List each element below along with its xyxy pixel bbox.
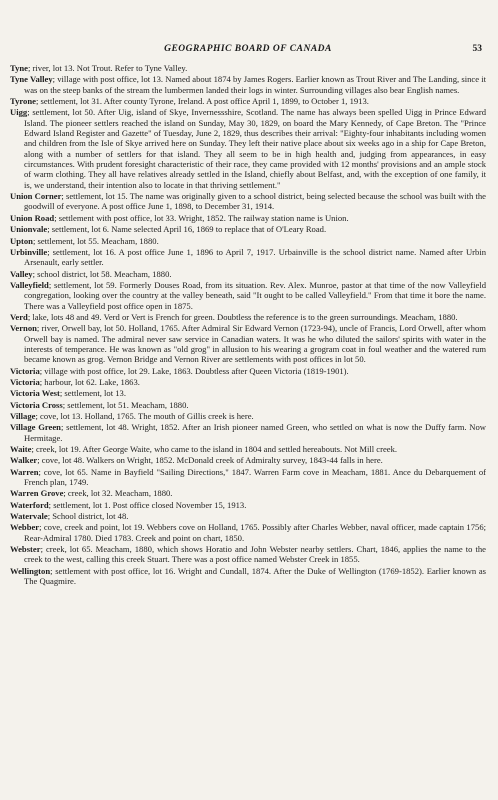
gazetteer-entry — [10, 247, 486, 268]
entry-description: ; cove, lot 48. Walkers on Wright, 1852. McDonald creek of Admiralty survey, 1843-44 falls in here. — [37, 455, 383, 466]
entry-description: ; cove, creek and point, lot 19. Webbers cove on Holland, 1765. Possibly after Charles Webber, naval officer, made captain 1756; Rear-Admiral 1780. Died 1783. Creek and point on chart, 1850. — [24, 522, 486, 543]
entry-name: Victoria — [10, 376, 40, 387]
entry-description: ; settlement, lot 51. Meacham, 1880. — [62, 399, 189, 410]
entry-name: Waite — [10, 444, 32, 455]
entry-description: ; settlement, lot 55. Meacham, 1880. — [32, 235, 159, 246]
entry-name: Union Road — [10, 212, 55, 223]
entry-description: ; settlement, lot 6. Name selected April 16, 1869 to replace that of O'Leary Road. — [47, 224, 327, 235]
gazetteer-entry — [10, 488, 486, 498]
entry-name: Vernon — [10, 323, 37, 334]
gazetteer-entry — [10, 388, 486, 398]
gazetteer-entry — [10, 444, 486, 454]
entry-name: Tyrone — [10, 96, 36, 107]
page-number: 53 — [472, 44, 482, 54]
gazetteer-entry — [10, 280, 486, 311]
entry-description: ; village with post office, lot 13. Named about 1874 by James Rogers. Earlier known as Trout River and The Landing, since it was on the steep banks of the stream the lumbermen landed their logs in winter. Surrounding villages also bear English names. — [24, 74, 486, 95]
gazetteer-entry — [10, 566, 486, 587]
entry-description: ; School district, lot 48. — [47, 511, 129, 522]
gazetteer-entry — [10, 411, 486, 421]
entry-name: Walker — [10, 455, 38, 466]
entry-description: ; settlement, lot 15. The name was originally given to a school district, being selected because the school was built with the goodwill of everyone. A post office June 1, 1898, to December 31, 1914. — [24, 191, 486, 212]
gazetteer-entry — [10, 224, 486, 234]
entry-name: Valley — [10, 268, 33, 279]
entry-description: ; settlement with post office, lot 16. Wright and Cundall, 1874. After the Duke of Wellington (1769-1852). Earlier known as The Quagmire. — [24, 565, 486, 587]
entry-name: Union Corner — [10, 191, 62, 202]
entry-description: ; lake, lots 48 and 49. Verd or Vert is French for green. Doubtless the reference is to the green surroundings. Meacham, 1880. — [27, 311, 458, 322]
entry-description: ; village with post office, lot 29. Lake, 1863. Doubtless after Queen Victoria (1819-1901). — [39, 365, 349, 376]
entry-description: ; creek, lot 65. Meacham, 1880, which shows Horatio and John Webster nearby settlers. Chart, 1846, applies the name to the creek to the west, calling this creek Stuart. There was a post office named Webster Creek in 1855. — [24, 544, 486, 565]
gazetteer-entry — [10, 544, 486, 565]
entry-name: Victoria — [10, 365, 40, 376]
gazetteer-entry — [10, 191, 486, 212]
entry-description: ; settlement with post office, lot 33. Wright, 1852. The railway station name is Union. — [54, 212, 349, 223]
gazetteer-entry — [10, 213, 486, 223]
gazetteer-entry — [10, 400, 486, 410]
entry-name: Urbinville — [10, 246, 48, 257]
entry-description: ; settlement, lot 48. Wright, 1852. After an Irish pioneer named Green, who settled on what is now the Duffy farm. Now Hermitage. — [24, 422, 487, 443]
gazetteer-entry — [10, 522, 486, 543]
entry-name: Warren Grove — [10, 488, 64, 499]
gazetteer-entries — [10, 63, 486, 588]
entry-name: Warren — [10, 466, 39, 477]
entry-description: ; settlement, lot 31. After county Tyrone, Ireland. A post office April 1, 1899, to October 1, 1913. — [35, 96, 369, 107]
entry-name: Webber — [10, 522, 40, 533]
entry-description: ; river, Orwell bay, lot 50. Holland, 1765. After Admiral Sir Edward Vernon (1723-94), uncle of Francis, Lord Orwell, after whom Orwell bay is named. The admiral never saw service in Canadian waters. It was he who diluted the sailors' spirits with water in the interests of temperance. He was known as "old grog" in allusion to his wearing a grogram coat in foul weather and the watered rum became known as grog. Vernon Bridge and Vernon River are settlements with post offices in lot 50. — [24, 323, 486, 365]
page-header — [10, 44, 486, 56]
gazetteer-entry — [10, 236, 486, 246]
entry-description: ; cove, lot 13. Holland, 1765. The mouth of Gillis creek is here. — [35, 411, 254, 421]
entry-name: Verd — [10, 311, 28, 322]
entry-name: Village Green — [10, 422, 61, 433]
entry-name: Victoria West — [10, 388, 60, 399]
entry-description: ; cove, lot 65. Name in Bayfield "Sailing Directions," 1847. Warren Farm cove in Meacham, 1881. Ance du Debarquement of French plan, 1749. — [24, 466, 486, 488]
entry-name: Village — [10, 411, 36, 421]
entry-description: ; settlement, lot 16. A post office June 1, 1896 to April 7, 1917. Urbainville is the school district name. Named after Urbin Arsenault, early settler. — [24, 246, 486, 268]
gazetteer-entry — [10, 323, 486, 364]
entry-description: ; settlement, lot 50. After Uig, island of Skye, Invernessshire, Scotland. The name has always been spelled Uigg in Prince Edward Island. The pioneer settlers reached the island on Sunday, May 30, 1829, on board the Mary Kennedy, of Cape Breton. The "Prince Edward Island Register and Gazette" of Tuesday, June 2, 1829, thus describes their arrival: "Eighty-four inhabitants including women and children from the Isle of Skye arrived here on Sunday. They left their native place about six weeks ago in a ship for Cape Breton, along with a number of settlers for that island. They all seem to be in high health and, judging from appearances, in easy circumstances. With prudent foresight characteristic of their race, they came provided with 12 months' provisions and an ample stock of warm clothing. They all have relatives already settled in the Island, chiefly about Belfast, and, with the exception of one family, it is, we understand, their intention also to locate in that thriving settlement." — [24, 107, 486, 190]
gazetteer-entry — [10, 312, 486, 322]
gazetteer-entry — [10, 455, 486, 465]
entry-description: ; settlement, lot 59. Formerly Douses Road, from its situation. Rev. Alex. Munroe, pastor at that time of the now Valleyfield congregation, looking over the country at the valley beneath, said "It ought to be called Valleyfield." From that time it bore the name. There was a Valleyfield post office open in 1875. — [24, 279, 486, 311]
gazetteer-entry — [10, 366, 486, 376]
entry-name: Waterford — [10, 499, 49, 510]
entry-name: Tyne Valley — [10, 74, 53, 85]
gazetteer-entry — [10, 500, 486, 510]
entry-name: Unionvale — [10, 224, 48, 235]
entry-name: Watervale — [10, 511, 48, 522]
entry-description: ; settlement, lot 1. Post office closed November 15, 1913. — [48, 499, 247, 510]
gazetteer-entry — [10, 269, 486, 279]
entry-name: Webster — [10, 544, 41, 555]
entry-description: ; creek, lot 32. Meacham, 1880. — [63, 488, 173, 499]
entry-description: ; settlement, lot 13. — [59, 388, 127, 399]
gazetteer-entry — [10, 467, 486, 488]
gazetteer-entry — [10, 74, 486, 95]
gazetteer-entry — [10, 107, 486, 190]
entry-description: ; river, lot 13. Not Trout. Refer to Tyne Valley. — [27, 63, 188, 73]
gazetteer-entry — [10, 63, 486, 73]
gazetteer-entry — [10, 96, 486, 106]
gazetteer-entry — [10, 377, 486, 387]
gazetteer-entry — [10, 511, 486, 521]
entry-name: Uigg — [10, 107, 28, 118]
entry-name: Wellington — [10, 565, 51, 576]
running-title: GEOGRAPHIC BOARD OF CANADA — [164, 44, 332, 54]
entry-description: ; harbour, lot 62. Lake, 1863. — [39, 376, 140, 387]
entry-description: ; creek, lot 19. After George Waite, who came to the island in 1804 and settled hereabouts. Not Mill creek. — [31, 444, 398, 455]
gazetteer-entry — [10, 422, 486, 443]
entry-description: ; school district, lot 58. Meacham, 1880. — [32, 268, 172, 279]
entry-name: Upton — [10, 235, 33, 246]
entry-name: Victoria Cross — [10, 399, 63, 410]
entry-name: Tyne — [10, 63, 28, 73]
entry-name: Valleyfield — [10, 279, 49, 290]
